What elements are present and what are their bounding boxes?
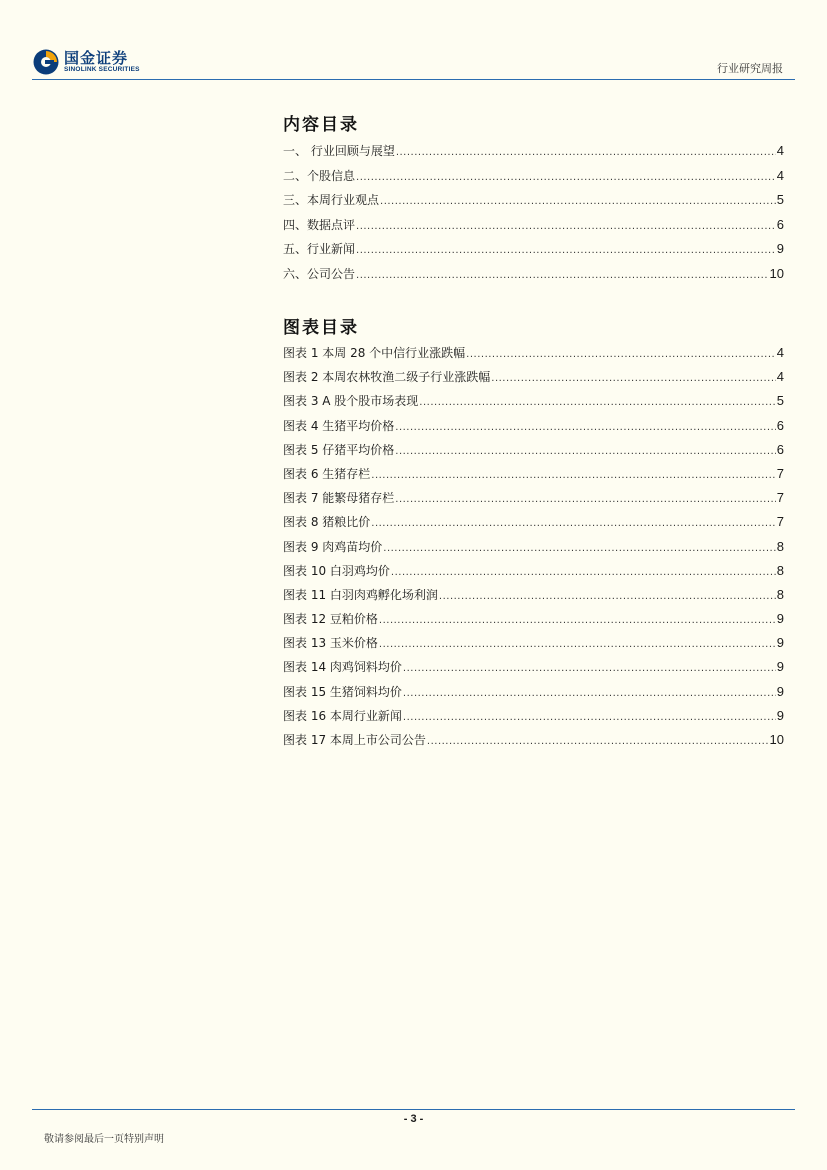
figures-list [283, 344, 784, 755]
dot-leader [403, 712, 776, 723]
toc-entry-page: 6 [776, 216, 784, 232]
logo-cn-text: 国金证券 [64, 49, 129, 67]
figure-entry[interactable] [283, 562, 784, 586]
dot-leader [371, 518, 776, 529]
dot-leader [391, 567, 776, 578]
toc-entry-label: 图表 3 A 股个股市场表现 [283, 394, 419, 409]
toc-entry-label: 二、个股信息 [283, 168, 356, 183]
dot-leader [356, 172, 776, 183]
dot-leader [466, 349, 776, 360]
figure-entry[interactable] [283, 392, 784, 416]
toc-entry-page: 7 [776, 490, 784, 506]
toc-entry-label: 图表 1 本周 28 个中信行业涨跌幅 [283, 346, 466, 360]
dot-leader [439, 591, 776, 602]
dot-leader [356, 221, 776, 232]
figure-entry[interactable] [283, 731, 784, 755]
contents-entry[interactable] [283, 191, 784, 216]
toc-entry-page: 5 [776, 393, 784, 409]
dot-leader [379, 639, 776, 650]
contents-list [283, 142, 784, 289]
toc-entry-page: 7 [776, 514, 784, 530]
toc-entry-label: 图表 2 本周农林牧渔二级子行业涨跌幅 [283, 370, 491, 385]
toc-entry-page: 6 [776, 441, 784, 457]
contents-entry[interactable] [283, 265, 784, 290]
toc-entry-page: 9 [776, 635, 784, 651]
toc-entry-page: 8 [776, 562, 784, 578]
figure-entry[interactable] [283, 417, 784, 441]
toc-entry-label: 五、行业新闻 [283, 242, 356, 256]
dot-leader [403, 663, 776, 674]
toc-entry-page: 4 [776, 167, 784, 183]
toc-entry-label: 图表 9 肉鸡苗均价 [283, 539, 383, 554]
toc-entry-page: 4 [776, 143, 784, 158]
toc-entry-page: 9 [776, 241, 784, 256]
figure-entry[interactable] [283, 707, 784, 731]
toc-entry-label: 图表 7 能繁母猪存栏 [283, 491, 395, 506]
page-number: - 3 - [403, 1113, 424, 1125]
dot-leader [403, 688, 776, 699]
contents-entry[interactable] [283, 240, 784, 265]
dot-leader [427, 736, 769, 747]
report-type: 行业研究周报 [717, 62, 783, 75]
dot-leader [396, 147, 776, 158]
dot-leader [419, 397, 775, 408]
toc-entry-label: 三、本周行业观点 [283, 193, 380, 207]
logo-en-text: SINOLINK SECURITIES [64, 66, 140, 73]
toc-entry-page: 8 [776, 586, 784, 602]
dot-leader [380, 196, 776, 207]
figure-entry[interactable] [283, 513, 784, 537]
figure-entry[interactable] [283, 441, 784, 465]
figure-entry[interactable] [283, 465, 784, 489]
toc-entry-label: 图表 12 豆粕价格 [283, 612, 378, 627]
toc-entry-page: 9 [776, 683, 784, 699]
toc-entry-label: 图表 4 生猪平均价格 [283, 418, 395, 433]
toc-entry-label: 图表 8 猪粮比价 [283, 515, 371, 530]
header-divider [32, 79, 795, 80]
figure-entry[interactable] [283, 586, 784, 610]
toc-entry-label: 图表 16 本周行业新闻 [283, 708, 402, 723]
toc-entry-label: 一、 行业回顾与展望 [283, 144, 395, 158]
toc-entry-page: 9 [776, 659, 784, 675]
toc-entry-label: 四、数据点评 [283, 217, 356, 232]
toc-entry-page: 5 [776, 192, 784, 207]
toc-entry-label: 图表 11 白羽肉鸡孵化场利润 [283, 587, 438, 602]
figure-entry[interactable] [283, 344, 784, 368]
toc-entry-page: 6 [776, 417, 784, 433]
toc-entry-label: 图表 5 仔猪平均价格 [283, 442, 395, 457]
sinolink-logo-icon [32, 48, 60, 76]
figure-entry[interactable] [283, 634, 784, 658]
toc-entry-page: 9 [776, 707, 784, 723]
toc-entry-page: 10 [769, 265, 784, 281]
dot-leader [356, 270, 769, 281]
toc-entry-page: 8 [776, 538, 784, 554]
footer-divider [32, 1109, 795, 1110]
figure-entry[interactable] [283, 538, 784, 562]
company-logo [32, 46, 162, 80]
figure-entry[interactable] [283, 368, 784, 392]
dot-leader [395, 494, 776, 505]
contents-title: 内容目录 [283, 115, 359, 135]
figure-entry[interactable] [283, 489, 784, 513]
contents-entry[interactable] [283, 142, 784, 167]
dot-leader [371, 470, 776, 481]
toc-entry-page: 4 [776, 369, 784, 385]
toc-entry-page: 10 [769, 732, 784, 747]
contents-entry[interactable] [283, 167, 784, 192]
contents-entry[interactable] [283, 216, 784, 241]
toc-entry-label: 图表 14 肉鸡饲料均价 [283, 660, 402, 675]
figures-title: 图表目录 [283, 318, 359, 338]
toc-entry-label: 图表 10 白羽鸡均价 [283, 563, 390, 578]
dot-leader [395, 422, 776, 433]
toc-entry-label: 六、公司公告 [283, 266, 356, 281]
toc-entry-page: 4 [776, 345, 784, 360]
figure-entry[interactable] [283, 610, 784, 634]
dot-leader [356, 245, 776, 256]
dot-leader [491, 373, 776, 384]
toc-entry-label: 图表 13 玉米价格 [283, 636, 378, 651]
toc-entry-page: 9 [776, 611, 784, 627]
dot-leader [395, 446, 776, 457]
figure-entry[interactable] [283, 683, 784, 707]
toc-entry-page: 7 [776, 465, 784, 481]
toc-entry-label: 图表 15 生猪饲料均价 [283, 684, 402, 699]
dot-leader [383, 543, 776, 554]
toc-entry-label: 图表 17 本周上市公司公告 [283, 733, 426, 747]
disclaimer: 敬请参阅最后一页特别声明 [44, 1134, 164, 1145]
dot-leader [379, 615, 776, 626]
figure-entry[interactable] [283, 658, 784, 682]
toc-entry-label: 图表 6 生猪存栏 [283, 466, 371, 481]
